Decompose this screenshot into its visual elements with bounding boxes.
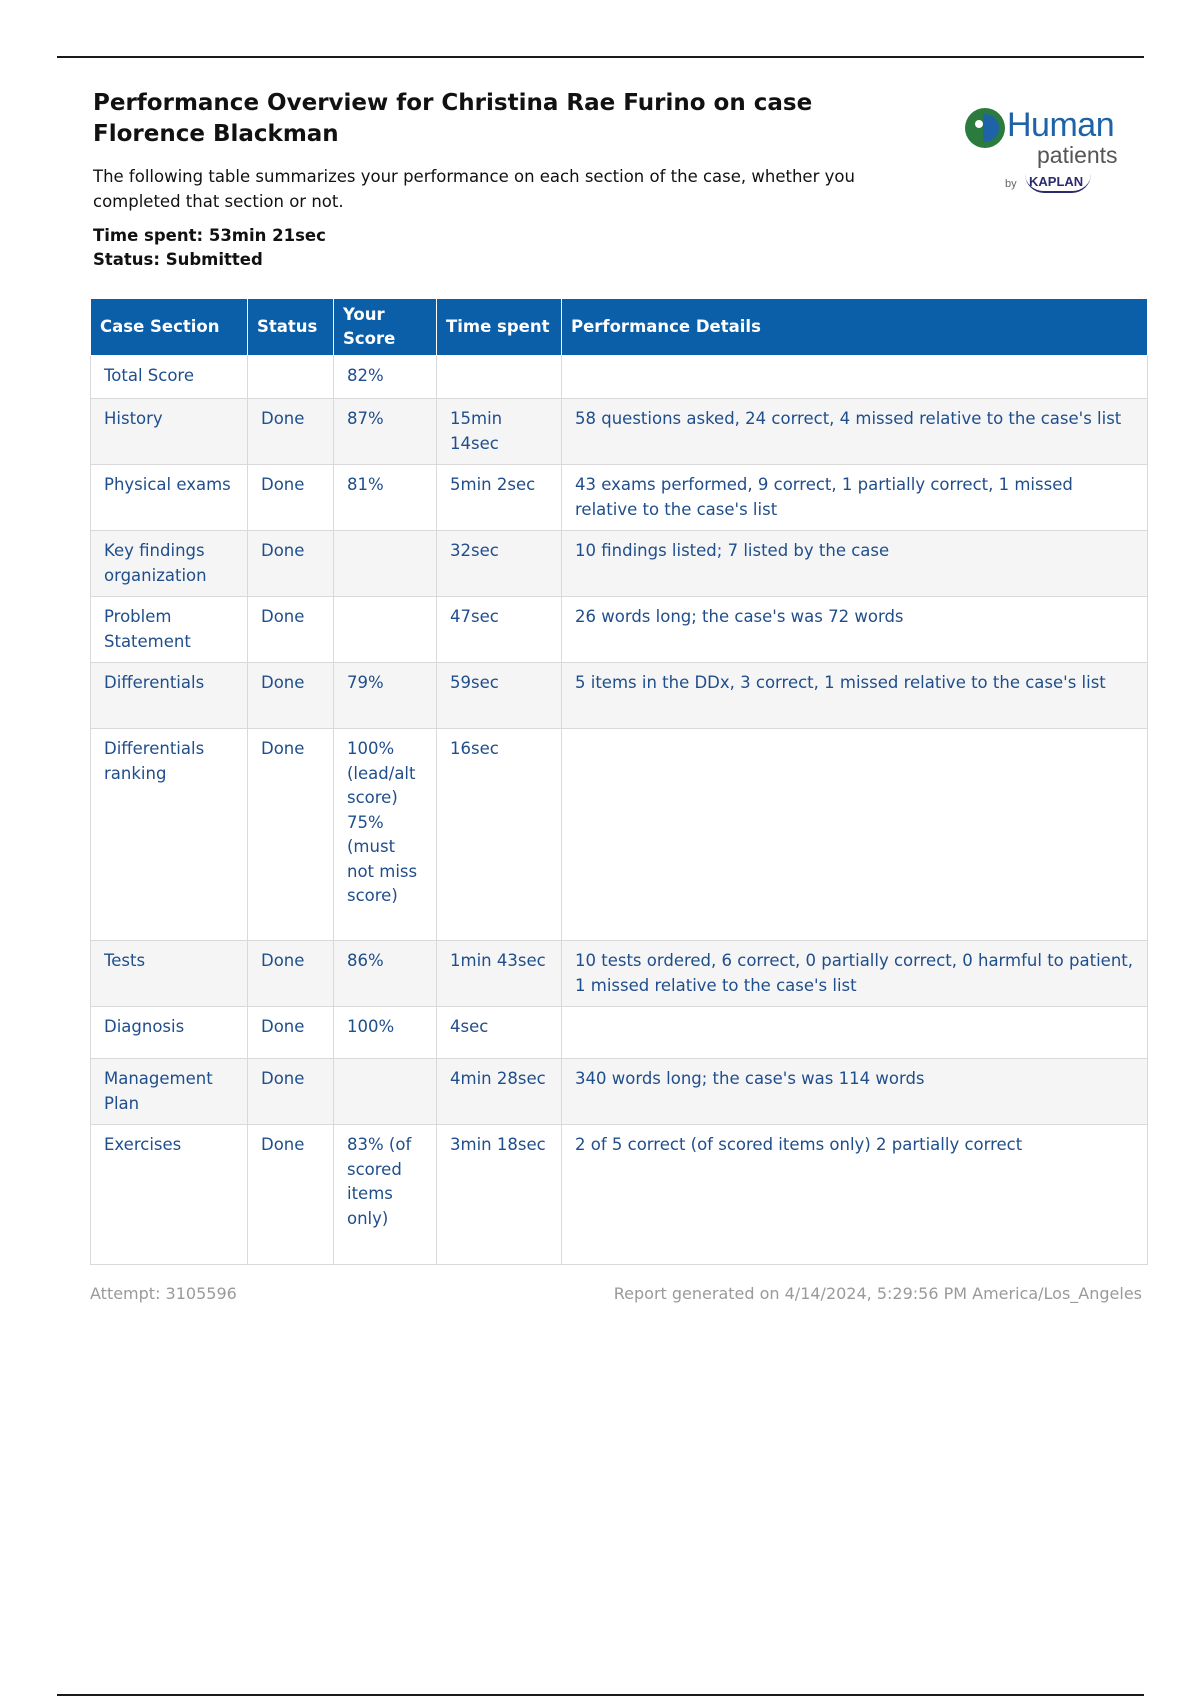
cell-time: 5min 2sec	[437, 465, 562, 531]
cell-status: Done	[248, 729, 334, 941]
logo-word: Human	[1007, 106, 1115, 144]
cell-details: 340 words long; the case's was 114 words	[562, 1059, 1148, 1125]
kaplan-logo: KAPLAN	[1025, 174, 1091, 193]
cell-section: History	[91, 399, 248, 465]
table-row	[91, 465, 1148, 531]
col-header-score: Your Score	[334, 299, 437, 356]
cell-details: 26 words long; the case's was 72 words	[562, 597, 1148, 663]
cell-section: Problem Statement	[91, 597, 248, 663]
cell-status: Done	[248, 531, 334, 597]
cell-section: Total Score	[91, 356, 248, 399]
cell-status: Done	[248, 597, 334, 663]
cell-status: Done	[248, 399, 334, 465]
cell-time: 16sec	[437, 729, 562, 941]
cell-score	[334, 597, 437, 663]
logo-sub: patients	[1037, 142, 1118, 168]
time-spent: Time spent: 53min 21sec	[93, 226, 326, 245]
cell-details: 58 questions asked, 24 correct, 4 missed relative to the case's list	[562, 399, 1148, 465]
generated-timestamp: Report generated on 4/14/2024, 5:29:56 PM America/Los_Angeles	[613, 1284, 1142, 1303]
cell-details	[562, 1007, 1148, 1059]
cell-score	[334, 1059, 437, 1125]
table-row	[91, 663, 1148, 729]
cell-details: 2 of 5 correct (of scored items only) 2 partially correct	[562, 1125, 1148, 1265]
cell-status: Done	[248, 1125, 334, 1265]
cell-details	[562, 729, 1148, 941]
table-row	[91, 399, 1148, 465]
cell-time: 32sec	[437, 531, 562, 597]
cell-details: 10 findings listed; 7 listed by the case	[562, 531, 1148, 597]
cell-time: 15min 14sec	[437, 399, 562, 465]
col-header-section: Case Section	[91, 299, 248, 356]
table-row	[91, 356, 1148, 399]
cell-time: 1min 43sec	[437, 941, 562, 1007]
cell-score: 87%	[334, 399, 437, 465]
cell-score: 82%	[334, 356, 437, 399]
cell-details: 10 tests ordered, 6 correct, 0 partially correct, 0 harmful to patient, 1 missed relative to the case's list	[562, 941, 1148, 1007]
cell-section: Exercises	[91, 1125, 248, 1265]
table-row	[91, 1125, 1148, 1265]
table-row	[91, 1059, 1148, 1125]
cell-time: 59sec	[437, 663, 562, 729]
bottom-rule	[57, 1694, 1144, 1696]
cell-details	[562, 356, 1148, 399]
col-header-details: Performance Details	[562, 299, 1148, 356]
cell-details: 5 items in the DDx, 3 correct, 1 missed relative to the case's list	[562, 663, 1148, 729]
cell-status: Done	[248, 663, 334, 729]
cell-score: 86%	[334, 941, 437, 1007]
cell-score: 79%	[334, 663, 437, 729]
cell-score	[334, 531, 437, 597]
cell-score: 100%	[334, 1007, 437, 1059]
ihuman-logo	[965, 100, 1155, 210]
report-footer	[90, 1284, 1142, 1303]
cell-section: Key findings organization	[91, 531, 248, 597]
table-row	[91, 1007, 1148, 1059]
intro-text: The following table summarizes your performance on each section of the case, whether you completed that section or not.	[93, 167, 855, 211]
cell-time: 47sec	[437, 597, 562, 663]
cell-section: Physical exams	[91, 465, 248, 531]
col-header-time: Time spent	[437, 299, 562, 356]
page-title: Performance Overview for Christina Rae Furino on case Florence Blackman	[93, 90, 813, 147]
cell-score: 81%	[334, 465, 437, 531]
cell-status: Done	[248, 941, 334, 1007]
performance-table	[90, 298, 1148, 1265]
cell-status: Done	[248, 1059, 334, 1125]
top-rule	[57, 56, 1144, 58]
cell-time: 4min 28sec	[437, 1059, 562, 1125]
status-text: Status: Submitted	[93, 250, 263, 269]
cell-status: Done	[248, 465, 334, 531]
cell-time: 4sec	[437, 1007, 562, 1059]
cell-status	[248, 356, 334, 399]
cell-section: Tests	[91, 941, 248, 1007]
table-row	[91, 597, 1148, 663]
summary-meta	[93, 224, 1153, 272]
table-row	[91, 729, 1148, 941]
cell-time	[437, 356, 562, 399]
person-icon	[965, 108, 1005, 148]
cell-status: Done	[248, 1007, 334, 1059]
cell-section: Differentials	[91, 663, 248, 729]
table-row	[91, 941, 1148, 1007]
cell-section: Differentials ranking	[91, 729, 248, 941]
col-header-status: Status	[248, 299, 334, 356]
cell-details: 43 exams performed, 9 correct, 1 partially correct, 1 missed relative to the case's list	[562, 465, 1148, 531]
table-header-row	[91, 299, 1148, 356]
cell-section: Diagnosis	[91, 1007, 248, 1059]
attempt-id: Attempt: 3105596	[90, 1284, 237, 1303]
logo-by: by	[1005, 178, 1017, 190]
cell-score: 83% (of scored items only)	[334, 1125, 437, 1265]
cell-score: 100% (lead/alt score) 75% (must not miss score)	[334, 729, 437, 941]
table-row	[91, 531, 1148, 597]
cell-section: Management Plan	[91, 1059, 248, 1125]
cell-time: 3min 18sec	[437, 1125, 562, 1265]
